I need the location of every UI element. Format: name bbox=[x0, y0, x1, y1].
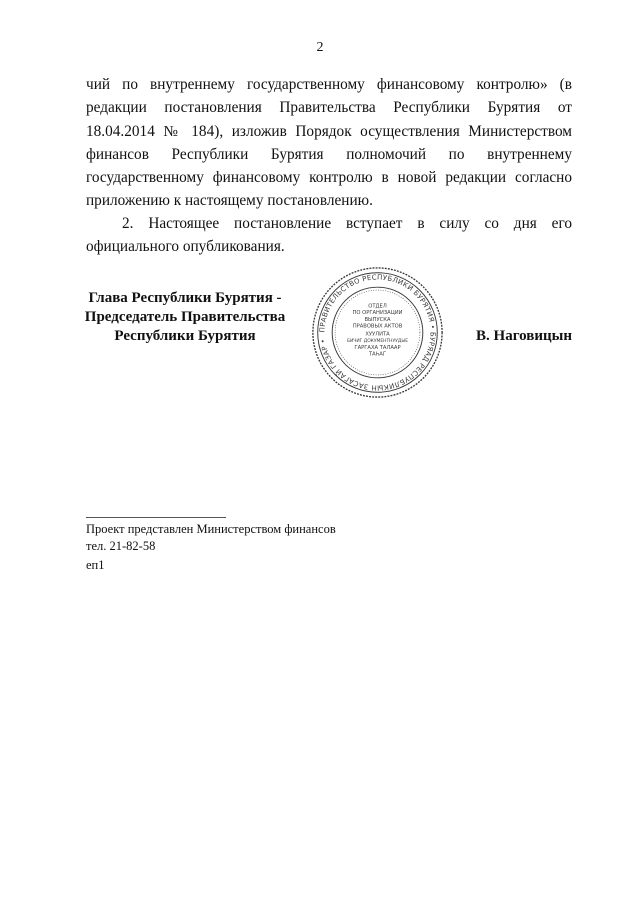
footnote-divider bbox=[86, 517, 226, 518]
seal-center-line: ХУУЛИТА bbox=[365, 331, 390, 338]
signatory-name: В. Наговицын bbox=[476, 328, 572, 344]
official-seal bbox=[310, 265, 445, 400]
paragraph-2: 2. Настоящее постановление вступает в силу со дня его официального опубликования. bbox=[86, 215, 572, 256]
footnote-line: Проект представлен Министерством финансов bbox=[86, 522, 336, 536]
footnote-line: тел. 21-82-58 bbox=[86, 539, 156, 553]
seal-center-line: ГАРГАХА ТАЛААР bbox=[354, 344, 401, 351]
signatory-title-line: Республики Бурятия bbox=[114, 328, 256, 344]
seal-center-line: БИЧИГ ДОКУМЕНТНУУДЫЕ bbox=[346, 339, 409, 345]
seal-center-line: ВЫПУСКА bbox=[364, 316, 391, 323]
seal-center-line: ОТДЕЛ bbox=[368, 303, 387, 310]
seal-center-line: ТАҺАГ bbox=[369, 351, 386, 358]
document-code: еп1 bbox=[86, 558, 105, 572]
seal-center-line: ПРАВОВЫХ АКТОВ bbox=[352, 323, 403, 330]
signatory-title-line: Председатель Правительства bbox=[84, 309, 286, 325]
seal-center-line: ПО ОРГАНИЗАЦИИ bbox=[352, 310, 403, 317]
paragraph-1: чий по внутреннему государственному финансовому контролю» (в редакции постановления Правительства Республики Бурятия от 18.04.2014 № 184), изложив Порядок осуществления Министерством финансов Республики Бурятия полномочий по внутреннему государственному финансовому контролю в новой редакции согласно приложению к настоящему постановлению. bbox=[86, 76, 572, 210]
footnote bbox=[86, 521, 336, 555]
signatory-title bbox=[70, 289, 300, 346]
signatory-title-line: Глава Республики Бурятия - bbox=[88, 290, 282, 306]
seal-outer-text: ПРАВИТЕЛЬСТВО РЕСПУБЛИКИ БУРЯТИЯ • БУРЯАД РЕСПУБЛИКЫН ЗАСАГАЙ ГАЗАР • bbox=[318, 273, 437, 392]
seal-stamp-icon bbox=[310, 265, 445, 400]
page-number: 2 bbox=[316, 40, 324, 55]
